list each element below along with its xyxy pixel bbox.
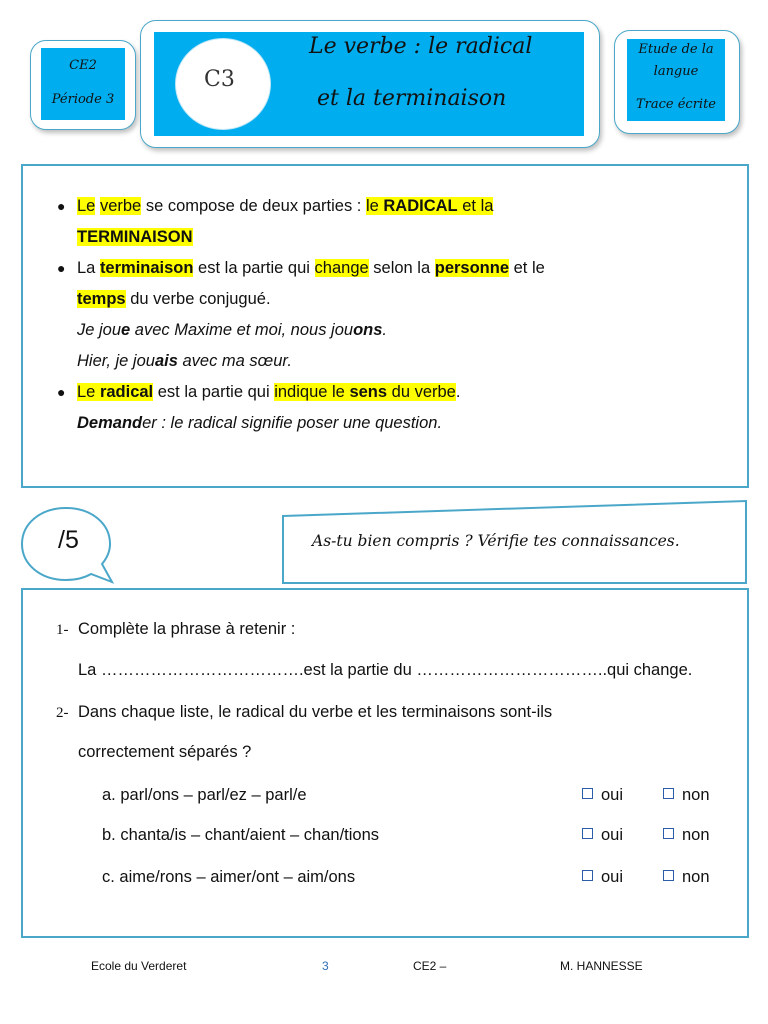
footer-school: Ecole du Verderet	[91, 959, 187, 973]
subject-panel	[627, 39, 725, 121]
question-2-number: 2-	[56, 705, 69, 721]
question-2-line-2: correctement séparés ?	[78, 743, 252, 761]
banner-text: As-tu bien compris ? Vérifie tes connaissances.	[312, 532, 680, 550]
option-a: a. parl/ons – parl/ez – parl/e	[102, 786, 307, 804]
subject-card	[614, 30, 740, 134]
level-card	[30, 40, 136, 130]
code-circle	[175, 38, 271, 130]
option-b: b. chanta/is – chant/aient – chan/tions	[102, 826, 380, 844]
level-panel	[41, 48, 125, 120]
footer-teacher: M. HANNESSE	[560, 959, 643, 973]
title-line-2: et la terminaison	[317, 86, 507, 111]
code-label: C3	[204, 67, 235, 92]
footer-class: CE2 –	[413, 959, 447, 973]
bullet-1-line-1: ● Le verbe se compose de deux parties : le RADICAL et la	[57, 197, 494, 215]
bullet-dot: ●	[57, 384, 66, 400]
question-1: 1- Complète la phrase à retenir :	[56, 620, 296, 638]
checkbox-icon[interactable]	[663, 870, 674, 881]
subject-line-2: langue	[653, 64, 699, 79]
subject-line-1: Etude de la	[638, 42, 714, 57]
bullet-dot: ●	[57, 260, 66, 276]
checkbox-icon[interactable]	[582, 870, 593, 881]
blank-1[interactable]: ……………………………….	[100, 661, 304, 679]
option-b-no[interactable]: non	[663, 825, 710, 845]
bullet-dot: ●	[57, 198, 66, 214]
footer-page-number: 3	[322, 959, 329, 973]
option-c-yes[interactable]: oui	[582, 867, 623, 887]
title-panel	[154, 32, 584, 136]
score-label: /5	[58, 526, 79, 554]
blank-2[interactable]: ……………………………..	[416, 661, 608, 679]
title-line-1: Le verbe : le radical	[309, 34, 533, 59]
period-label: Période 3	[51, 92, 115, 107]
option-b-yes[interactable]: oui	[582, 825, 623, 845]
bullet-3-line-1: ● Le radical est la partie qui indique le sens du verbe.	[57, 383, 461, 401]
option-c: c. aime/rons – aimer/ont – aim/ons	[102, 868, 356, 886]
example-1: Je joue avec Maxime et moi, nous jouons.	[77, 321, 388, 339]
example-2: Hier, je jouais avec ma sœur.	[77, 352, 292, 370]
checkbox-icon[interactable]	[663, 788, 674, 799]
example-3: Demander : le radical signifie poser une question.	[77, 414, 443, 432]
doc-type-label: Trace écrite	[635, 97, 716, 112]
question-1-number: 1-	[56, 622, 69, 638]
checkbox-icon[interactable]	[582, 828, 593, 839]
option-a-yes[interactable]: oui	[582, 785, 623, 805]
checkbox-icon[interactable]	[663, 828, 674, 839]
title-card	[140, 20, 600, 148]
bullet-2-line-2: temps du verbe conjugué.	[77, 290, 271, 308]
bullet-1-line-2: TERMINAISON	[77, 228, 193, 246]
option-c-no[interactable]: non	[663, 867, 710, 887]
level-label: CE2	[69, 58, 97, 73]
question-2-line-1: 2- Dans chaque liste, le radical du verbe et les terminaisons sont-ils	[56, 703, 553, 721]
option-a-no[interactable]: non	[663, 785, 710, 805]
question-1-fill: La ……………………………….est la partie du ……………………………..qui change.	[78, 661, 693, 679]
bullet-2-line-1: ● La terminaison est la partie qui change selon la personne et le	[57, 259, 545, 277]
checkbox-icon[interactable]	[582, 788, 593, 799]
